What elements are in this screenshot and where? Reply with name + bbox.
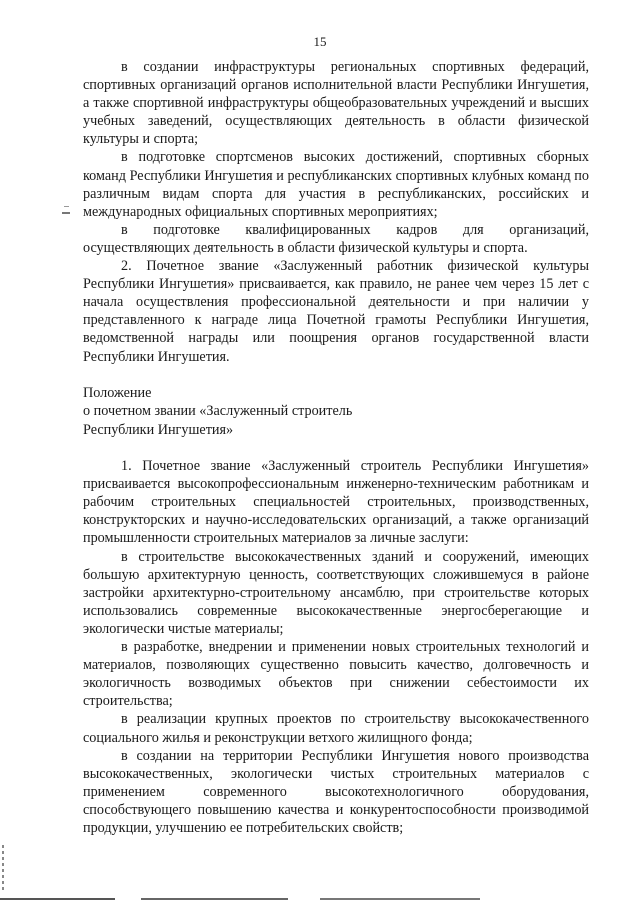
margin-mark — [64, 206, 69, 207]
margin-mark — [62, 212, 70, 214]
scan-edge-mark — [2, 845, 4, 893]
scan-bottom-edge — [0, 898, 640, 900]
paragraph: в создании на территории Республики Ингушетия нового производства высококачественных, экологически чистых строительных материалов с применением современного высокотехнологичного оборудования, способствующего повышению качества и конкурентоспособности производимой продукции, улучшению ее потребительских свойств; — [83, 747, 589, 836]
paragraph: 2. Почетное звание «Заслуженный работник физической культуры Республики Ингушетия» присваивается, как правило, не ранее чем через 15 лет с начала осуществления профессиональной деятельности и при наличии у представленного к награде лица Почетной грамоты Республики Ингушетия, ведомственной награды или поощрения органов государственной власти Республики Ингушетия. — [83, 258, 589, 365]
heading-line: о почетном звании «Заслуженный строитель — [83, 403, 353, 420]
heading-line: Республики Ингушетия» — [83, 421, 234, 438]
paragraph: в строительстве высококачественных зданий и сооружений, имеющих большую архитектурную ценность, соответствующих сложившемуся в районе застройки архитектурно-строительному ансамблю, при строительстве которых использовались современные высококачественные энергосберегающие и экологически чистые материалы; — [83, 548, 589, 637]
heading-line: Положение — [83, 384, 152, 401]
paragraph: в создании инфраструктуры региональных спортивных федераций, спортивных организаций органов исполнительной власти Республики Ингушетия, а также спортивной инфраструктуры общеобразовательных учреждений и высших учебных заведений, осуществляющих деятельность в области физической культуры и спорта; — [83, 59, 589, 148]
page-number: 15 — [313, 34, 327, 49]
paragraph: в подготовке спортсменов высоких достижений, спортивных сборных команд Республики Ингушетия и республиканских спортивных клубных команд по различным видам спорта для участия в республиканских, российских и международных официальных спортивных мероприятиях; — [83, 149, 589, 220]
document-body — [83, 58, 589, 837]
paragraph: 1. Почетное звание «Заслуженный строитель Республики Ингушетия» присваивается высокопрофессиональным инженерно-техническим работникам и рабочим строительных специальностей строительных, производственных, конструкторских и научно-исследовательских организаций, а также организаций промышленности строительных материалов за личные заслуги: — [83, 458, 589, 547]
paragraph: в разработке, внедрении и применении новых строительных технологий и материалов, позволяющих существенно повысить качество, долговечность и экологичность возводимых объектов при снижении себестоимости их строительства; — [83, 639, 589, 710]
paragraph: в реализации крупных проектов по строительству высококачественного социального жилья и реконструкции ветхого жилищного фонда; — [83, 711, 589, 746]
paragraph: в подготовке квалифицированных кадров для организаций, осуществляющих деятельность в области физической культуры и спорта. — [83, 221, 589, 256]
section-heading — [83, 384, 589, 440]
